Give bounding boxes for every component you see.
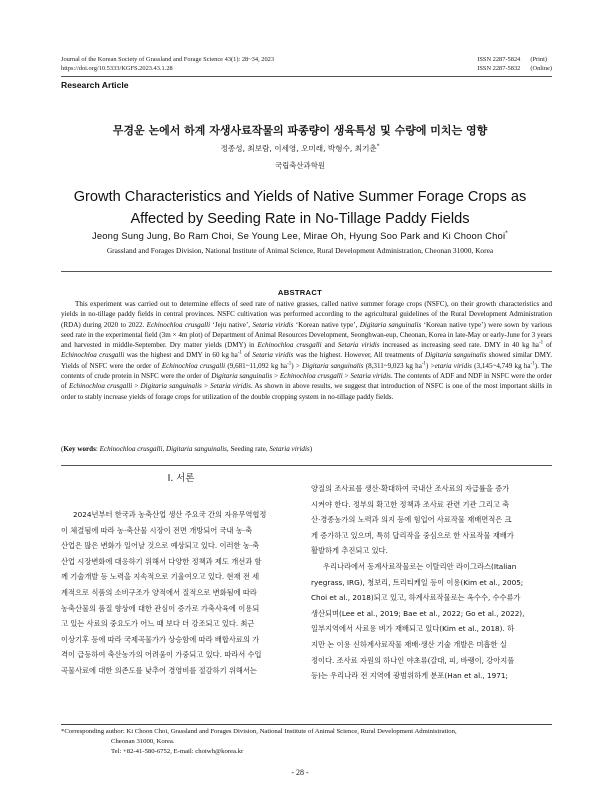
paragraph-line: 게 증가하고 있으며, 특히 답리작을 중심으로 한 사료작물 재배가 — [311, 530, 514, 540]
issn-online-label: (Online) — [530, 64, 552, 72]
paragraph-line: 일부지역에서 사료용 벼가 재배되고 있다(Kim et al., 2018). 하 — [311, 624, 515, 634]
paragraph-line: 2024년부터 한국과 농축산업 생산 주요국 간의 자유무역협정 — [73, 510, 267, 519]
english-authors — [0, 230, 600, 241]
doi-link[interactable]: https://doi.org/10.5333/KGFS.2023.43.1.28 — [61, 64, 173, 72]
korean-authors — [0, 143, 600, 154]
issn-print-label: (Print) — [530, 56, 548, 63]
footnote-line: *Corresponding author: Ki Choon Choi, Grassland and Forages Division, National Institute of Animal Science, Rural Development Administration, — [61, 728, 457, 735]
paragraph-line: 이상기후 등에 따라 국제곡물가가 상승함에 따라 배합사료의 가 — [61, 634, 260, 644]
paragraph-line: 우리나라에서 동계사료작물로는 이탈리안 라이그라스(Italian — [323, 561, 517, 571]
header-divider — [61, 76, 552, 77]
english-corresponding-mark: * — [505, 229, 509, 237]
keywords-label: Key words — [63, 445, 96, 453]
issn-online: ISSN 2287-5832 — [477, 64, 521, 72]
paragraph-line: ryegrass, IRG), 청보리, 트리티케일 등이 이용(Kim et al., 2005; — [311, 577, 524, 587]
paragraph-line: 께 기술개발 등 노력을 지속적으로 기울여오고 있다. 현재 전 세 — [61, 572, 260, 582]
paragraph-line: 시켜야 한다. 정부의 확고한 정책과 조사료 관련 기관 그리고 축 — [311, 499, 510, 509]
page-number: - 28 - — [291, 768, 309, 777]
paragraph-line: 농축산물의 품질 향상에 대한 관심이 증가로 가축사육에 이용되 — [61, 603, 260, 613]
korean-title: 무경운 논에서 하계 자생사료작물의 파종량이 생육특성 및 수량에 미치는 영향 — [112, 124, 488, 137]
body-column-left — [61, 507, 302, 679]
english-title-line2: Affected by Seeding Rate in No-Tillage Paddy Fields — [130, 211, 470, 227]
section-heading-introduction: Ⅰ. 서론 — [167, 473, 195, 484]
article-type: Research Article — [61, 80, 129, 90]
journal-header — [61, 56, 274, 73]
abstract-top-rule — [61, 271, 552, 272]
abstract-body: This experiment was carried out to determine effects of seed rate of native grasses, called native summer forage crops (NSFC), on their growth characteristics and yields in no-tillage paddy fields in central provinces. NSFC cultivation was performed according to the agricultural guidelines of the Rural Development Administration (RDA) during 2020 to 2022. Echinochloa crusgalli ‘Jeju native’, Setaria viridis ‘Korean native type’, Digitaria sanguinalis ‘Korean native type’) were sown by various seed rate in the experimental field (3m × 4m plot) of Department of Animal Resources Development, Seonghwan-eup, Cheonan, Korea in late-May or early-June for 3 years and harvested in middle-September. Dry matter yields (DMY) in Echinochloa crusgalli and Setaria viridis increased as increasing seed rate. DMY in 40 kg $ha^{-1}$ of Echinochloa crusgalli was the highest and DMY in 60 kg $ha^{-1}$ of Setaria viridis was the highest. However, All treatments of Digitaria sanguinalis showed similar DMY. Yields of NSFC were the order of Echinochloa crusgalli (9,681~11,092 kg $ha^{-1}$) > Digitaria sanguinalis (8,311~9,023 kg $ha^{-1}$) >etaria viridis (3,145~4,749 kg $ha^{-1}$). The contents of crude protein in NSFC were the order of Digitaria sanguinalis > Echinochloa crusgalli > Setaria viridis. The contents of ADF and NDF in NSFC were the order of Echinochloa crusgalli > Digitaria sanguinalis > Setaria viridis. As shown in above results, we suggest that introduction of NSFC is one of the most important skills in order to stably increase yields of forage crops for utilization of the double cropping system in no-tillage paddy fields. — [61, 300, 553, 401]
paragraph-line: 활발하게 추진되고 있다. — [311, 546, 388, 556]
paragraph-line: 지만 논 이용 신하계사료작물 재배‧생산 기술 개발은 미흡한 실 — [311, 639, 507, 649]
paragraph-line: 생산되며(Lee et al., 2019; Bae et al., 2022; Go et al., 2022), — [311, 608, 525, 618]
paragraph-line: 이 체결됨에 따라 농‧축산물 시장이 전면 개방되어 국내 농‧축 — [61, 525, 253, 535]
english-affiliation: Grassland and Forages Division, National Institute of Animal Science, Rural Development Administration, Cheonan 31000, Korea — [106, 246, 494, 255]
paragraph-line: 산‧경종농가의 노력과 의지 등에 힘입어 사료작물 재배면적은 크 — [311, 515, 512, 525]
footnote-divider — [61, 724, 552, 725]
paragraph-line: 등)는 우리나라 전 지역에 광범위하게 분포(Han et al., 1971; — [311, 671, 508, 681]
issn-print: ISSN 2287-5824 — [477, 56, 521, 63]
paragraph-line: 계적으로 식품의 소비구조가 양적에서 질적으로 변화됨에 따라 — [61, 587, 257, 597]
corresponding-mark: * — [376, 143, 380, 150]
corresponding-author-footnote — [61, 727, 552, 757]
journal-citation: Journal of the Korean Society of Grassland and Forage Science 43(1): 28~34, 2023 — [61, 56, 275, 63]
english-author-names: Jeong Sung Jung, Bo Ram Choi, Se Young Lee, Mirae Oh, Hyung Soo Park and Ki Choon Choi — [91, 230, 506, 241]
english-title-line1: Growth Characteristics and Yields of Native Summer Forage Crops as — [73, 189, 527, 205]
korean-affiliation: 국립축산과학원 — [275, 161, 325, 170]
footnote-contact: Tel: +82-41-580-6752, E-mail: choiwh@korea.kr — [111, 748, 244, 756]
paragraph-line: 양질의 조사료를 생산‧확대하여 국내산 조사료의 자급률을 증가 — [311, 484, 510, 493]
paragraph-line: Choi et al., 2018)되고 있고, 하계사료작물로는 옥수수, 수수류가 — [311, 593, 521, 603]
paragraph-line: 격이 급등하여 축산농가의 어려움이 가중되고 있다. 따라서 수입 — [61, 650, 262, 660]
paragraph-line: 정이다. 조사료 자원의 하나인 야초류(갈대, 피, 바랭이, 강아지풀 — [311, 655, 515, 665]
english-title — [0, 186, 600, 230]
paragraph-line: 산업은 많은 변화가 일어날 것으로 예상되고 있다. 이러한 농‧축 — [61, 541, 260, 551]
issn-block — [477, 56, 552, 73]
korean-author-names: 정종성, 최보람, 이세영, 오미래, 박형수, 최기춘 — [220, 144, 377, 153]
abstract-heading: ABSTRACT — [277, 288, 323, 297]
paragraph-line: 고 있는 사료의 중요도가 어느 때 보다 더 강조되고 있다. 최근 — [61, 619, 255, 629]
footnote-line: Cheonan 31000, Korea. — [111, 738, 175, 746]
keywords: (Key words: Echinochloa crusgalli, Digitaria sanguinalis, Seeding rate, Setaria viridis) — [61, 445, 313, 453]
body-column-right — [311, 481, 552, 684]
paragraph-line: 곡물사료에 대한 의존도를 낮추어 경영비를 절감하기 위해서는 — [61, 665, 257, 675]
paragraph-line: 산업 시장변화에 대응하기 위해서 다양한 정책과 제도 개선과 함 — [61, 556, 262, 566]
abstract-bottom-rule — [61, 465, 552, 466]
